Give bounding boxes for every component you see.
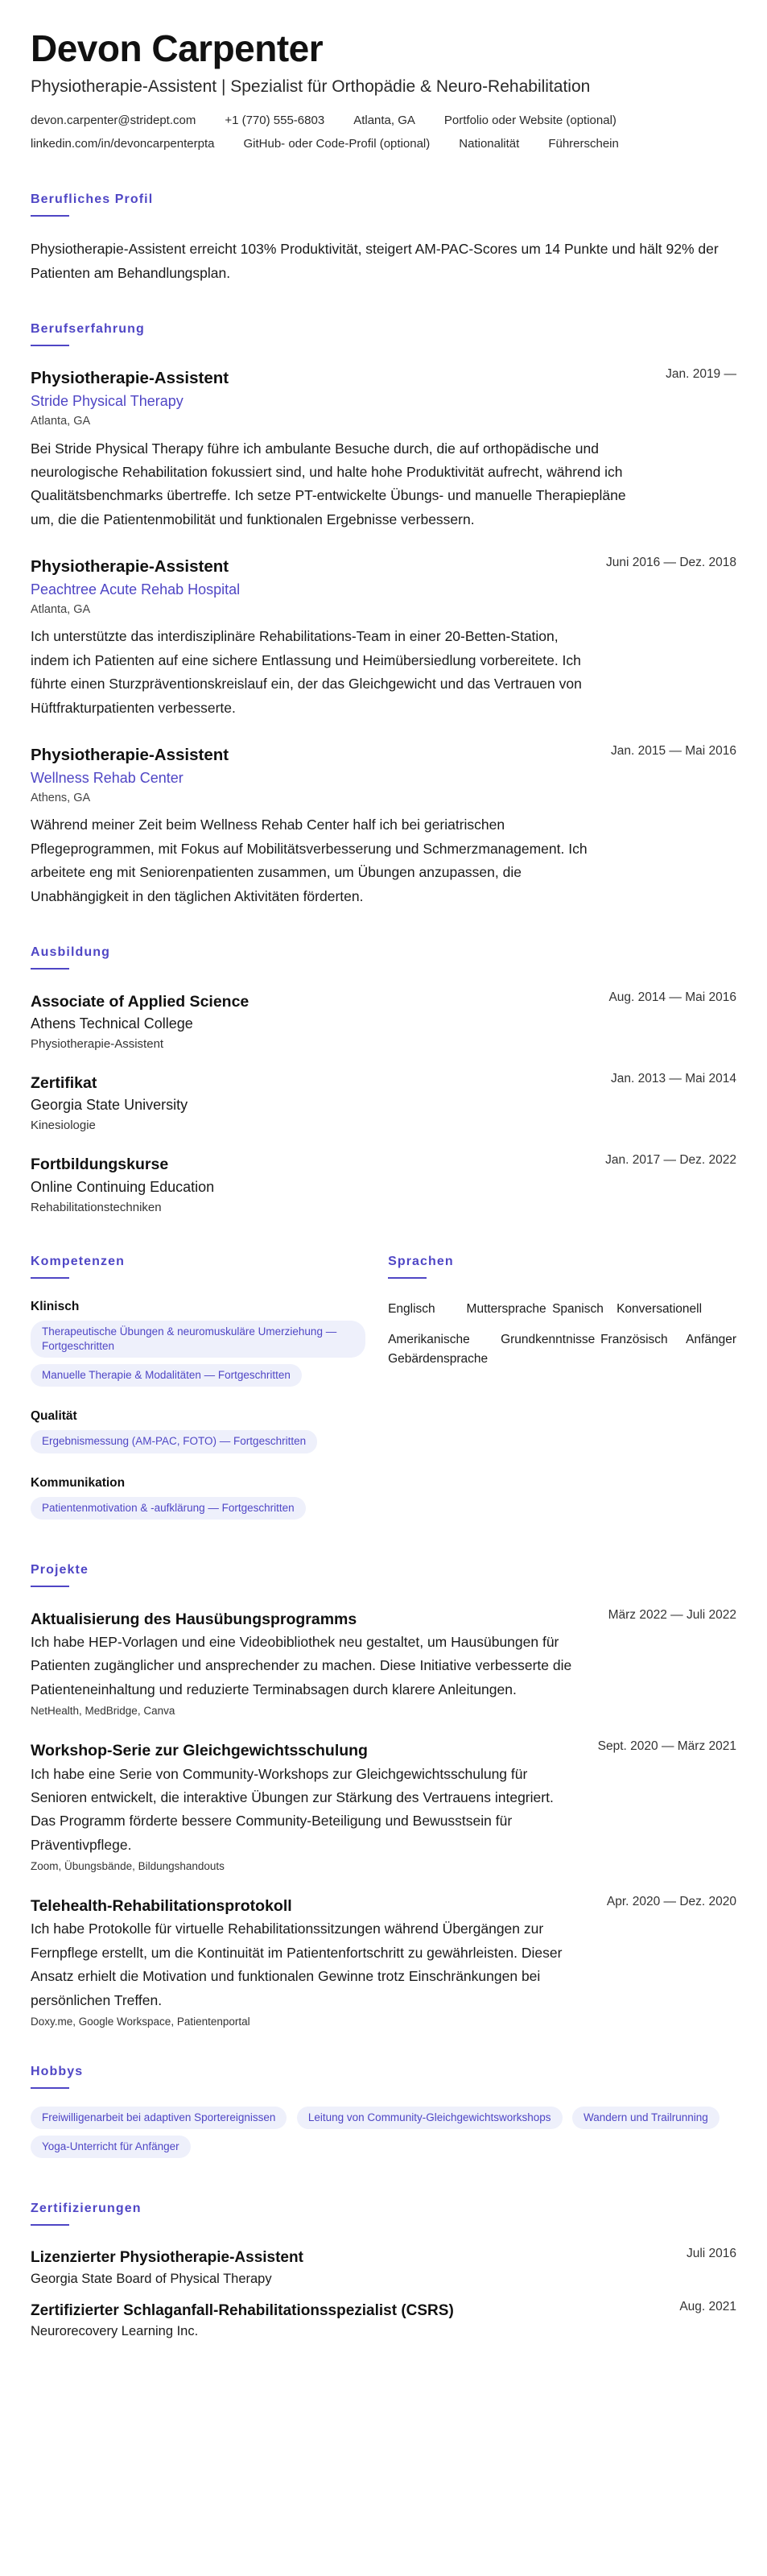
certification-date: Aug. 2021: [679, 2299, 736, 2313]
hobby-chip: Leitung von Community-Gleichgewichtsworkshops: [297, 2107, 563, 2129]
section-title: Sprachen: [388, 1254, 454, 1268]
skill-group: [31, 1300, 372, 1394]
certification-date: Juli 2016: [686, 2247, 736, 2261]
education-school: Online Continuing Education: [31, 1178, 215, 1195]
contact-location: Atlanta, GA: [353, 113, 415, 127]
language-name: Amerikanische Gebärdensprache: [388, 1332, 489, 1366]
certification-item: [31, 2300, 736, 2342]
education-section: [31, 945, 736, 1218]
language-level: Grundkenntnisse: [501, 1332, 596, 1346]
language-row: [388, 1300, 736, 1319]
education-degree: Zertifikat: [31, 1074, 97, 1093]
contact-list-2: [31, 132, 736, 155]
experience-date: Jan. 2019 —: [666, 367, 736, 382]
project-date: Sept. 2020 — März 2021: [597, 1739, 736, 1754]
education-item: [31, 1072, 736, 1135]
language-name: Englisch: [388, 1301, 435, 1316]
skill-chip: Manuelle Therapie & Modalitäten — Fortgeschritten: [31, 1364, 302, 1387]
section-divider: [31, 345, 69, 346]
experience-description: Bei Stride Physical Therapy führe ich ambulante Besuche durch, die auf orthopädische und neurologische Rehabilitation fokussiert sind, und halte hohe Produktivität aufrecht, während ich Qualitätsbenchmarks übertreffe. Ich setze PT-entwickelte Übungs- und manuelle Therapiepläne um, die die Patientenmobilität und funktionalen Ergebnisse verbessern.: [31, 440, 626, 527]
section-divider: [31, 2087, 69, 2089]
project-item: [31, 1895, 736, 2028]
skill-chip: Therapeutische Übungen & neuromuskuläre Umerziehung — Fortgeschritten: [31, 1321, 365, 1358]
education-school: Athens Technical College: [31, 1015, 193, 1032]
contact-list: [31, 109, 736, 132]
education-degree: Associate of Applied Science: [31, 992, 249, 1011]
contact-nationality: Nationalität: [459, 137, 520, 151]
education-item: [31, 1153, 736, 1217]
hobby-chip: Wandern und Trailrunning: [572, 2107, 720, 2129]
skill-category: Kommunikation: [31, 1475, 126, 1490]
hobby-chip: Freiwilligenarbeit bei adaptiven Sportereignissen: [31, 2107, 287, 2129]
experience-date: Juni 2016 — Dez. 2018: [606, 556, 736, 570]
skill-chip: Ergebnismessung (AM-PAC, FOTO) — Fortgeschritten: [31, 1430, 317, 1453]
experience-title: Physiotherapie-Assistent: [31, 369, 229, 388]
section-title: Berufliches Profil: [31, 192, 154, 207]
skill-group: [31, 1476, 372, 1526]
project-title: Workshop-Serie zur Gleichgewichtsschulung: [31, 1742, 368, 1760]
project-description: Ich habe eine Serie von Community-Workshops zur Gleichgewichtsschulung für Senioren entwickelt, die interaktive Übungen zur Stärkung des Vertrauens integriert. Das Programm förderte bessere Community-Beteiligung und Bewusstsein für Präventivpflege.: [31, 1765, 554, 1853]
skill-chip: Patientenmotivation & -aufklärung — Fortgeschritten: [31, 1497, 306, 1520]
experience-employer: Peachtree Acute Rehab Hospital: [31, 581, 241, 597]
section-title: Kompetenzen: [31, 1254, 125, 1268]
education-field: Rehabilitationstechniken: [31, 1200, 162, 1214]
section-title: Berufserfahrung: [31, 322, 145, 337]
section-divider: [31, 1277, 69, 1279]
language-level: Konversationell: [616, 1301, 703, 1316]
experience-employer: Wellness Rehab Center: [31, 769, 184, 786]
project-tools: NetHealth, MedBridge, Canva: [31, 1705, 175, 1718]
skills-section: [31, 1255, 388, 1526]
contact-phone[interactable]: +1 (770) 555-6803: [225, 113, 325, 127]
education-field: Physiotherapie-Assistent: [31, 1037, 164, 1052]
resume-header: [31, 29, 736, 155]
section-divider: [31, 968, 69, 970]
section-title: Zertifizierungen: [31, 2202, 142, 2216]
skills-languages-row: [31, 1255, 736, 1526]
skill-category: Klinisch: [31, 1299, 80, 1313]
languages-section: [388, 1255, 736, 1526]
project-title: Telehealth-Rehabilitationsprotokoll: [31, 1897, 292, 1916]
education-date: Jan. 2013 — Mai 2014: [611, 1072, 736, 1086]
contact-github[interactable]: GitHub- oder Code-Profil (optional): [243, 137, 431, 151]
education-field: Kinesiologie: [31, 1118, 96, 1133]
education-date: Aug. 2014 — Mai 2016: [608, 990, 736, 1004]
experience-title: Physiotherapie-Assistent: [31, 746, 229, 765]
education-date: Jan. 2017 — Dez. 2022: [605, 1153, 736, 1168]
experience-item: [31, 367, 736, 531]
experience-description: Ich unterstützte das interdisziplinäre Rehabilitations-Team in einer 20-Betten-Station, indem ich Patienten auf eine sichere Entlassung und Heimübersiedlung vorbereitete. Ich führte einen Sturzpräventionskreislauf ein, der das Gleichgewicht und das Vertrauen von Hüftfrakturpatienten verbesserte.: [31, 628, 582, 716]
project-description: Ich habe HEP-Vorlagen und eine Videobibliothek neu gestaltet, um Hausübungen für Patienten zugänglicher und ansprechender zu machen. Diese Initiative verbesserte die Patienteneinhaltung und reduzierte Terminabsagen durch klarere Anleitungen.: [31, 1634, 572, 1697]
section-divider: [31, 215, 69, 217]
experience-description: Während meiner Zeit beim Wellness Rehab Center half ich bei geriatrischen Pflegeprogrammen, mit Fokus auf Mobilitätsverbesserung und Schmerzmanagement. Ich arbeitete eng mit Seniorenpatienten zusammen, um Übungen anzupassen, die Unabhängigkeit in den täglichen Aktivitäten förderten.: [31, 817, 588, 904]
candidate-name: Devon Carpenter: [31, 27, 324, 69]
project-date: März 2022 — Juli 2022: [608, 1607, 736, 1622]
language-level: Anfänger: [686, 1332, 736, 1346]
experience-title: Physiotherapie-Assistent: [31, 557, 229, 577]
section-title: Projekte: [31, 1562, 89, 1577]
experience-item: [31, 556, 736, 720]
education-school: Georgia State University: [31, 1097, 188, 1114]
experience-location: Atlanta, GA: [31, 414, 91, 428]
contact-linkedin[interactable]: linkedin.com/in/devoncarpenterpta: [31, 137, 215, 151]
language-level: Muttersprache: [466, 1301, 546, 1316]
project-item: [31, 1739, 736, 1872]
experience-location: Atlanta, GA: [31, 602, 91, 616]
project-description: Ich habe Protokolle für virtuelle Rehabilitationssitzungen während Übergängen zur Fernpflege erstellt, um die Kontinuität im Patientenfortschritt zu gewährleisten. Dieser Ansatz erhielt die Motivation und funktionalen Gewinne trotz Einschränkungen bei persönlichen Treffen.: [31, 1921, 563, 2008]
profile-text: Physiotherapie-Assistent erreicht 103% Produktivität, steigert AM-PAC-Scores um 14 Punkte und hält 92% der Patienten am Behandlungsplan.: [31, 241, 719, 281]
contact-email[interactable]: devon.carpenter@stridept.com: [31, 113, 196, 127]
education-item: [31, 990, 736, 1054]
candidate-subtitle: Physiotherapie-Assistent | Spezialist für Orthopädie & Neuro-Rehabilitation: [31, 76, 591, 96]
education-degree: Fortbildungskurse: [31, 1156, 169, 1174]
section-title: Ausbildung: [31, 945, 110, 959]
section-title: Hobbys: [31, 2064, 84, 2078]
certification-title: Lizenzierter Physiotherapie-Assistent: [31, 2249, 303, 2267]
certifications-section: [31, 2202, 736, 2341]
experience-date: Jan. 2015 — Mai 2016: [611, 744, 736, 759]
hobby-chip: Yoga-Unterricht für Anfänger: [31, 2136, 191, 2158]
skill-group: [31, 1409, 372, 1459]
certification-issuer: Neurorecovery Learning Inc.: [31, 2324, 199, 2339]
language-name: Französisch: [600, 1332, 668, 1346]
language-row: [388, 1330, 736, 1369]
experience-item: [31, 744, 736, 908]
section-divider: [31, 1586, 69, 1587]
certification-title: Zertifizierter Schlaganfall-Rehabilitationsspezialist (CSRS): [31, 2301, 454, 2319]
hobby-list: [31, 2107, 736, 2165]
certification-item: [31, 2247, 736, 2289]
experience-employer: Stride Physical Therapy: [31, 392, 184, 409]
section-divider: [388, 1277, 427, 1279]
project-date: Apr. 2020 — Dez. 2020: [606, 1895, 736, 1909]
project-tools: Zoom, Übungsbände, Bildungshandouts: [31, 1860, 225, 1873]
project-item: [31, 1608, 736, 1717]
hobbies-section: [31, 2065, 736, 2165]
contact-portfolio[interactable]: Portfolio oder Website (optional): [443, 113, 616, 127]
profile-section: [31, 192, 736, 285]
skill-category: Qualität: [31, 1409, 77, 1424]
projects-section: [31, 1563, 736, 2028]
experience-section: [31, 322, 736, 908]
contact-license: Führerschein: [548, 137, 619, 151]
section-divider: [31, 2224, 69, 2226]
project-tools: Doxy.me, Google Workspace, Patientenportal: [31, 2015, 250, 2028]
language-name: Spanisch: [552, 1301, 604, 1316]
experience-location: Athens, GA: [31, 791, 91, 804]
certification-issuer: Georgia State Board of Physical Therapy: [31, 2271, 272, 2286]
project-title: Aktualisierung des Hausübungsprogramms: [31, 1610, 357, 1628]
